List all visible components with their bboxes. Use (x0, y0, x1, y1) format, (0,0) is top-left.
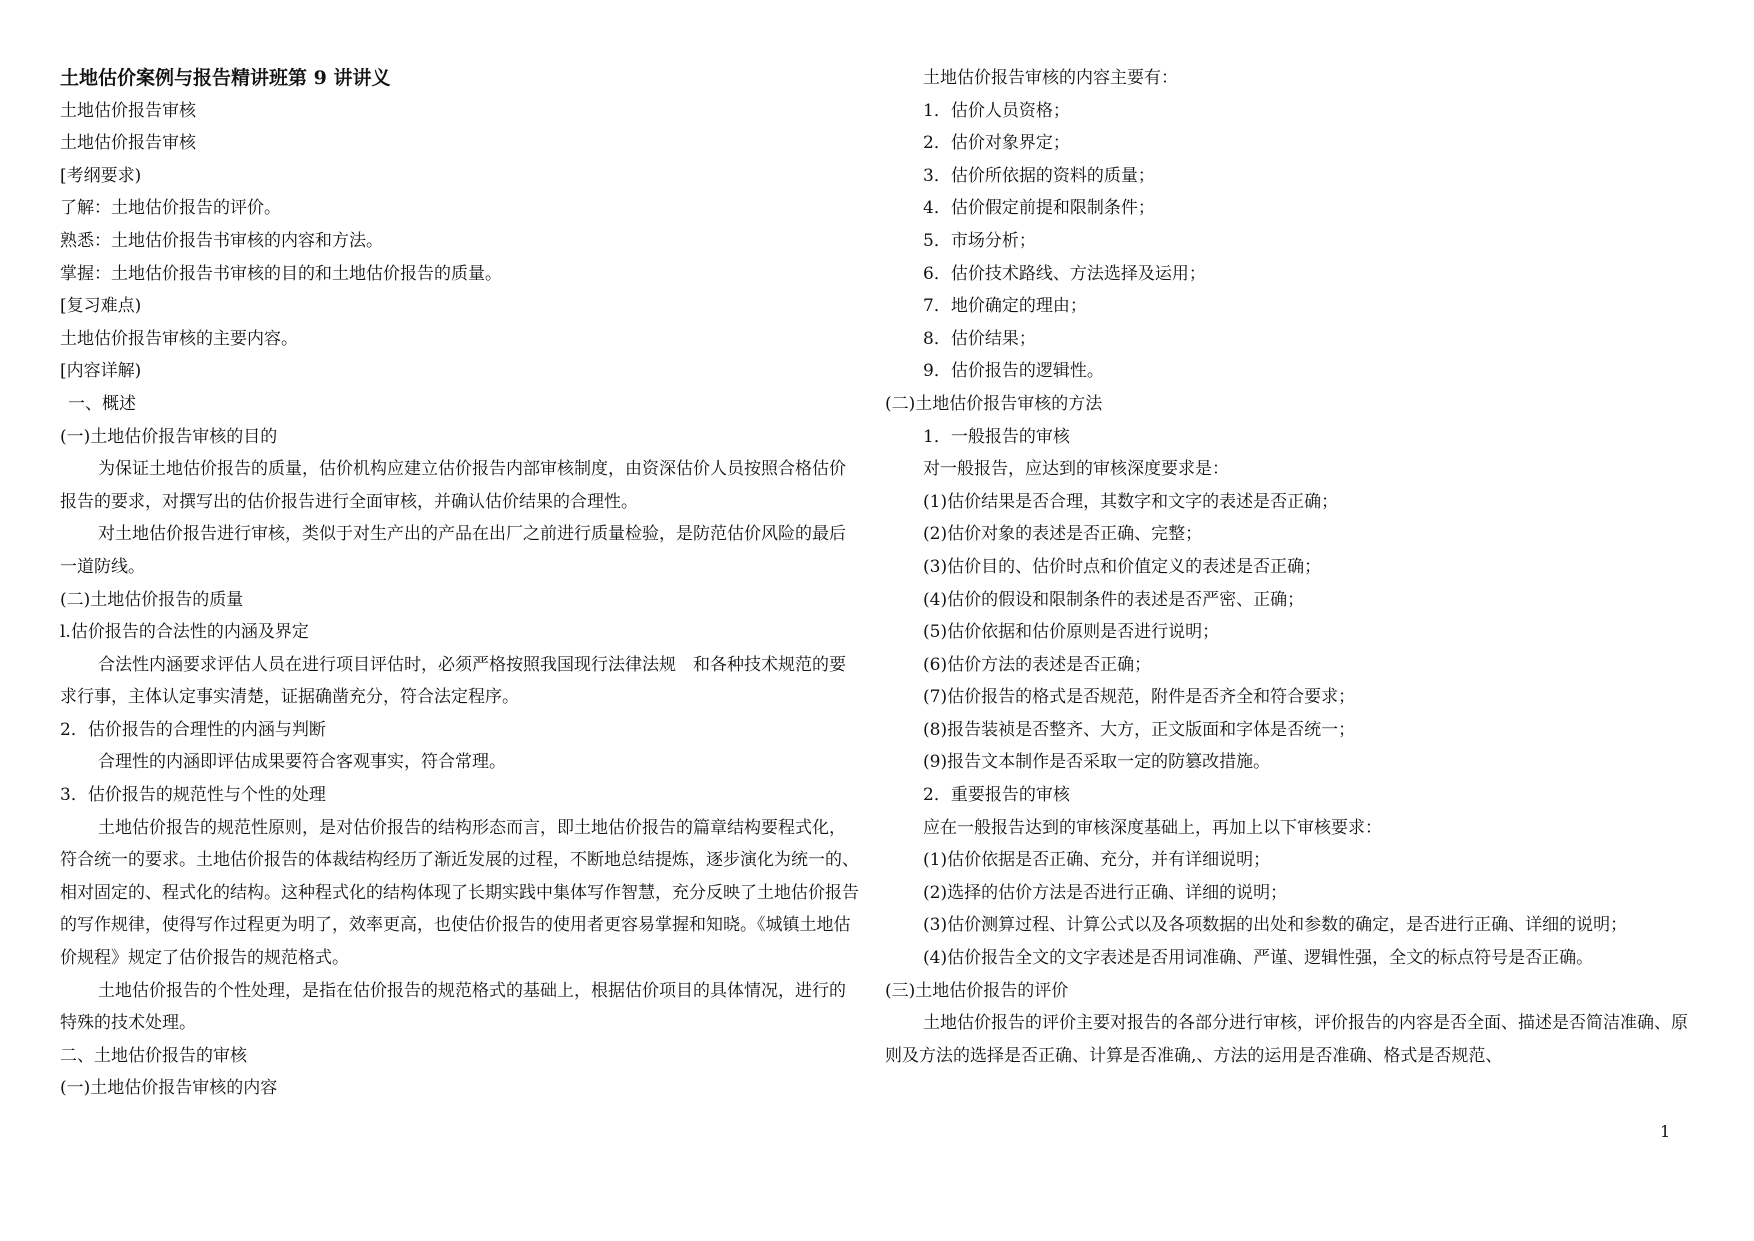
important-report-heading: 2．重要报告的审核 (923, 785, 1070, 806)
right-column (885, 62, 1695, 1072)
list-item: 6．估价技术路线、方法选择及运用； (923, 263, 1206, 284)
paragraph: 为保证土地估价报告的质量，估价机构应建立估价报告内部审核制度，由资深估价人员按照合格估价报告的要求，对撰写出的估价报告进行全面审核，并确认估价结果的合理性。 (60, 459, 846, 512)
general-report-heading: 1．一般报告的审核 (923, 426, 1070, 447)
evaluation-heading: (三)土地估价报告的评价 (885, 980, 1069, 1001)
important-item: (3)估价测算过程、计算公式以及各项数据的出处和参数的确定，是否进行正确、详细的说明； (923, 915, 1628, 936)
content-detail-label: [内容详解) (60, 361, 142, 382)
normativity-heading: 3．估价报告的规范性与个性的处理 (60, 785, 326, 806)
list-item: 7．地价确定的理由； (923, 296, 1087, 317)
list-item: 3．估价所依据的资料的质量； (923, 165, 1155, 186)
list-item: 9．估价报告的逻辑性。 (923, 361, 1104, 382)
purpose-heading: (一)土地估价报告审核的目的 (60, 426, 278, 447)
general-intro: 对一般报告，应达到的审核深度要求是： (923, 459, 1229, 480)
list-item: 4．估价假定前提和限制条件； (923, 198, 1155, 219)
paragraph: 对土地估价报告进行审核，类似于对生产出的产品在出厂之前进行质量检验，是防范估价风险的最后一道防线。 (60, 524, 846, 577)
general-item: (8)报告装祯是否整齐、大方，正文版面和字体是否统一； (923, 719, 1356, 740)
general-item: (4)估价的假设和限制条件的表述是否严密、正确； (923, 589, 1305, 610)
paragraph: 土地估价报告的评价主要对报告的各部分进行审核，评价报告的内容是否全面、描述是否简洁准确、原则及方法的选择是否正确、计算是否准确,、方法的运用是否准确、格式是否规范、 (885, 1013, 1688, 1066)
important-item: (2)选择的估价方法是否进行正确、详细的说明； (923, 882, 1288, 903)
general-item: (3)估价目的、估价时点和价值定义的表述是否正确； (923, 556, 1322, 577)
important-intro: 应在一般报告达到的审核深度基础上，再加上以下审核要求： (923, 817, 1382, 838)
document-title: 土地估价案例与报告精讲班第 9 讲讲义 (60, 67, 391, 89)
general-item: (7)估价报告的格式是否规范，附件是否齐全和符合要求； (923, 687, 1356, 708)
general-item: (5)估价依据和估价原则是否进行说明； (923, 622, 1220, 643)
review-difficulty-text: 土地估价报告审核的主要内容。 (60, 328, 298, 349)
page-number: 1 (1660, 1122, 1671, 1141)
general-item: (9)报告文本制作是否采取一定的防篡改措施。 (923, 752, 1271, 773)
legality-heading: l.估价报告的合法性的内涵及界定 (60, 622, 309, 643)
requirement-understand: 了解：土地估价报告的评价。 (60, 198, 281, 219)
section-heading: 土地估价报告审核 (60, 100, 196, 121)
general-item: (1)估价结果是否合理，其数字和文字的表述是否正确； (923, 491, 1339, 512)
exam-requirement-label: [考纲要求) (60, 165, 142, 186)
paragraph: 合法性内涵要求评估人员在进行项目评估时，必须严格按照我国现行法律法规 和各种技术规范的要求行事，主体认定事实清楚，证据确凿充分，符合法定程序。 (60, 654, 846, 708)
requirement-familiar: 熟悉：土地估价报告书审核的内容和方法。 (60, 230, 383, 251)
audit-content-heading: (一)土地估价报告审核的内容 (60, 1078, 278, 1099)
list-item: 5．市场分析； (923, 230, 1036, 251)
review-difficulty-label: [复习难点) (60, 296, 142, 317)
important-item: (4)估价报告全文的文字表述是否用词准确、严谨、逻辑性强，全文的标点符号是否正确。 (923, 948, 1594, 969)
content-intro: 土地估价报告审核的内容主要有： (923, 68, 1178, 88)
overview-heading: 一、概述 (68, 393, 136, 414)
important-item: (1)估价依据是否正确、充分，并有详细说明； (923, 850, 1271, 871)
requirement-master: 掌握：土地估价报告书审核的目的和土地估价报告的质量。 (60, 263, 502, 284)
rationality-heading: 2．估价报告的合理性的内涵与判断 (60, 719, 326, 740)
paragraph: 土地估价报告的个性处理，是指在估价报告的规范格式的基础上，根据估价项目的具体情况，进行的特殊的技术处理。 (60, 980, 846, 1034)
general-item: (2)估价对象的表述是否正确、完整； (923, 524, 1203, 545)
general-item: (6)估价方法的表述是否正确； (923, 654, 1152, 675)
list-item: 8．估价结果； (923, 328, 1036, 349)
paragraph: 土地估价报告的规范性原则，是对估价报告的结构形态而言，即土地估价报告的篇章结构要程式化，符合统一的要求。土地估价报告的体裁结构经历了渐近发展的过程，不断地总结提炼，逐步演化为统一的、相对固定的、程式化的结构。这种程式化的结构体现了长期实践中集体写作智慧，充分反映了土地估价报告的写作规律，使得写作过程更为明了，效率更高，也使估价报告的使用者更容易掌握和知晓。《城镇土地估价规程》规定了估价报告的规范格式。 (60, 817, 859, 969)
left-column (60, 62, 860, 1105)
list-item: 2．估价对象界定； (923, 133, 1070, 154)
quality-heading: (二)土地估价报告的质量 (60, 589, 244, 610)
audit-heading: 二、土地估价报告的审核 (60, 1045, 247, 1066)
section-heading: 土地估价报告审核 (60, 133, 196, 154)
paragraph: 合理性的内涵即评估成果要符合客观事实，符合常理。 (98, 752, 506, 773)
method-heading: (二)土地估价报告审核的方法 (885, 393, 1103, 414)
list-item: 1．估价人员资格； (923, 100, 1070, 121)
